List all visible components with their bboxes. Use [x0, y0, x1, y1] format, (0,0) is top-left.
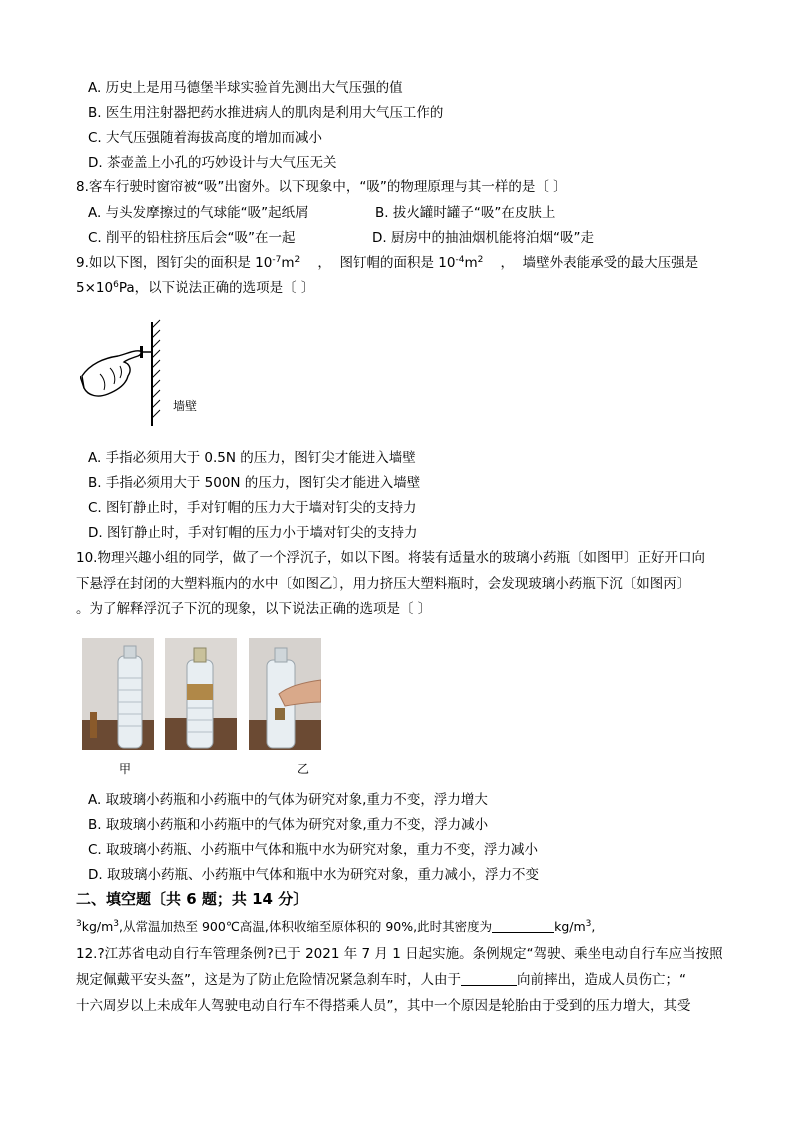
q9-option-c: C. 图钉静止时，手对钉帽的压力大于墙对钉尖的支持力 [88, 500, 417, 516]
q9-option-d: D. 图钉静止时，手对钉帽的压力小于墙对钉尖的支持力 [88, 525, 418, 541]
q10-option-b: B. 取玻璃小药瓶和小药瓶中的气体为研究对象,重力不变，浮力减小 [88, 817, 489, 833]
q8-option-a: A. 与头发摩擦过的气球能“吸”起纸屑 [88, 205, 309, 221]
wall-label: 墙壁 [173, 399, 198, 413]
q10-stem-line1: 10.物理兴趣小组的同学，做了一个浮沉子，如以下图。将装有适量水的玻璃小药瓶〔如图甲〕正好开口向 [76, 550, 705, 566]
q9-option-a: A. 手指必须用大于 0.5N 的压力，图钉尖才能进入墙壁 [88, 450, 416, 466]
section-heading: 二、填空题〔共 6 题；共 14 分〕 [76, 890, 309, 908]
photo-bing [249, 638, 321, 750]
q12-line3: 十六周岁以上未成年人驾驶电动自行车不得搭乘人员”，其中一个原因是轮胎由于受到的压力增大，其受 [76, 998, 691, 1014]
q12-line2: 规定佩戴平安头盔”，这是为了防止危险情况紧急刹车时，人由于 向前摔出，造成人员伤亡；“ [76, 972, 686, 988]
q7-option-c: C. 大气压强随着海拔高度的增加而减小 [88, 130, 323, 146]
q10-stem-line3: 。为了解释浮沉子下沉的现象，以下说法正确的选项是〔 〕 [76, 601, 432, 617]
q11-text: $^3kg/m^3$,从常温加热至 900℃高温,体积收缩至原体积的 90%,此时其密度为 $kg/m^3$, [76, 919, 596, 934]
q10-stem-line2: 下悬浮在封闭的大塑料瓶内的水中〔如图乙〕，用力挤压大塑料瓶时，会发现玻璃小药瓶下沉〔如图丙〕 [76, 576, 691, 592]
photo-yi [165, 638, 237, 750]
q10-option-d: D. 取玻璃小药瓶、小药瓶中气体和瓶中水为研究对象，重力减小，浮力不变 [88, 867, 539, 883]
q7-option-b: B. 医生用注射器把药水推进病人的肌肉是利用大气压工作的 [88, 105, 444, 121]
q8-option-d: D. 厨房中的抽油烟机能将泊烟“吸”走 [372, 230, 594, 246]
q9-stem-line1: 9.如以下图，图钉尖的面积是 $10^{-7}m^2$ ， 图钉帽的面积是 $10^{-4}m^2$ ， 墙壁外表能承受的最大压强是 [76, 255, 699, 271]
caption-jia: 甲 [119, 762, 132, 776]
q7-option-a: A. 历史上是用马德堡半球实验首先测出大气压强的值 [88, 80, 403, 96]
q10-option-a: A. 取玻璃小药瓶和小药瓶中的气体为研究对象,重力不变，浮力增大 [88, 792, 488, 808]
q8-option-b: B. 拔火罐时罐子“吸”在皮肤上 [375, 205, 556, 221]
q9-stem-line2: $5\times 10^6Pa$，以下说法正确的选项是〔 〕 [76, 280, 315, 296]
q8-option-c: C. 削平的铅柱挤压后会“吸”在一起 [88, 230, 296, 246]
q8-stem: 8.客车行驶时窗帘被“吸”出窗外。以下现象中，“吸”的物理原理与其一样的是〔 〕 [76, 179, 567, 195]
q9-option-b: B. 手指必须用大于 500N 的压力，图钉尖才能进入墙壁 [88, 475, 421, 491]
q10-option-c: C. 取玻璃小药瓶、小药瓶中气体和瓶中水为研究对象，重力不变，浮力减小 [88, 842, 539, 858]
q12-line1: 12.?江苏省电动自行车管理条例?已于 2021 年 7 月 1 日起实施。条例规定“驾驶、乘坐电动自行车应当按照 [76, 946, 723, 962]
caption-yi: 乙 [297, 762, 310, 776]
q7-option-d: D. 茶壶盖上小孔的巧妙设计与大气压无关 [88, 155, 337, 171]
q12-answer-blank[interactable] [461, 973, 517, 986]
q11-answer-blank[interactable] [492, 920, 554, 933]
photo-jia [82, 638, 154, 750]
